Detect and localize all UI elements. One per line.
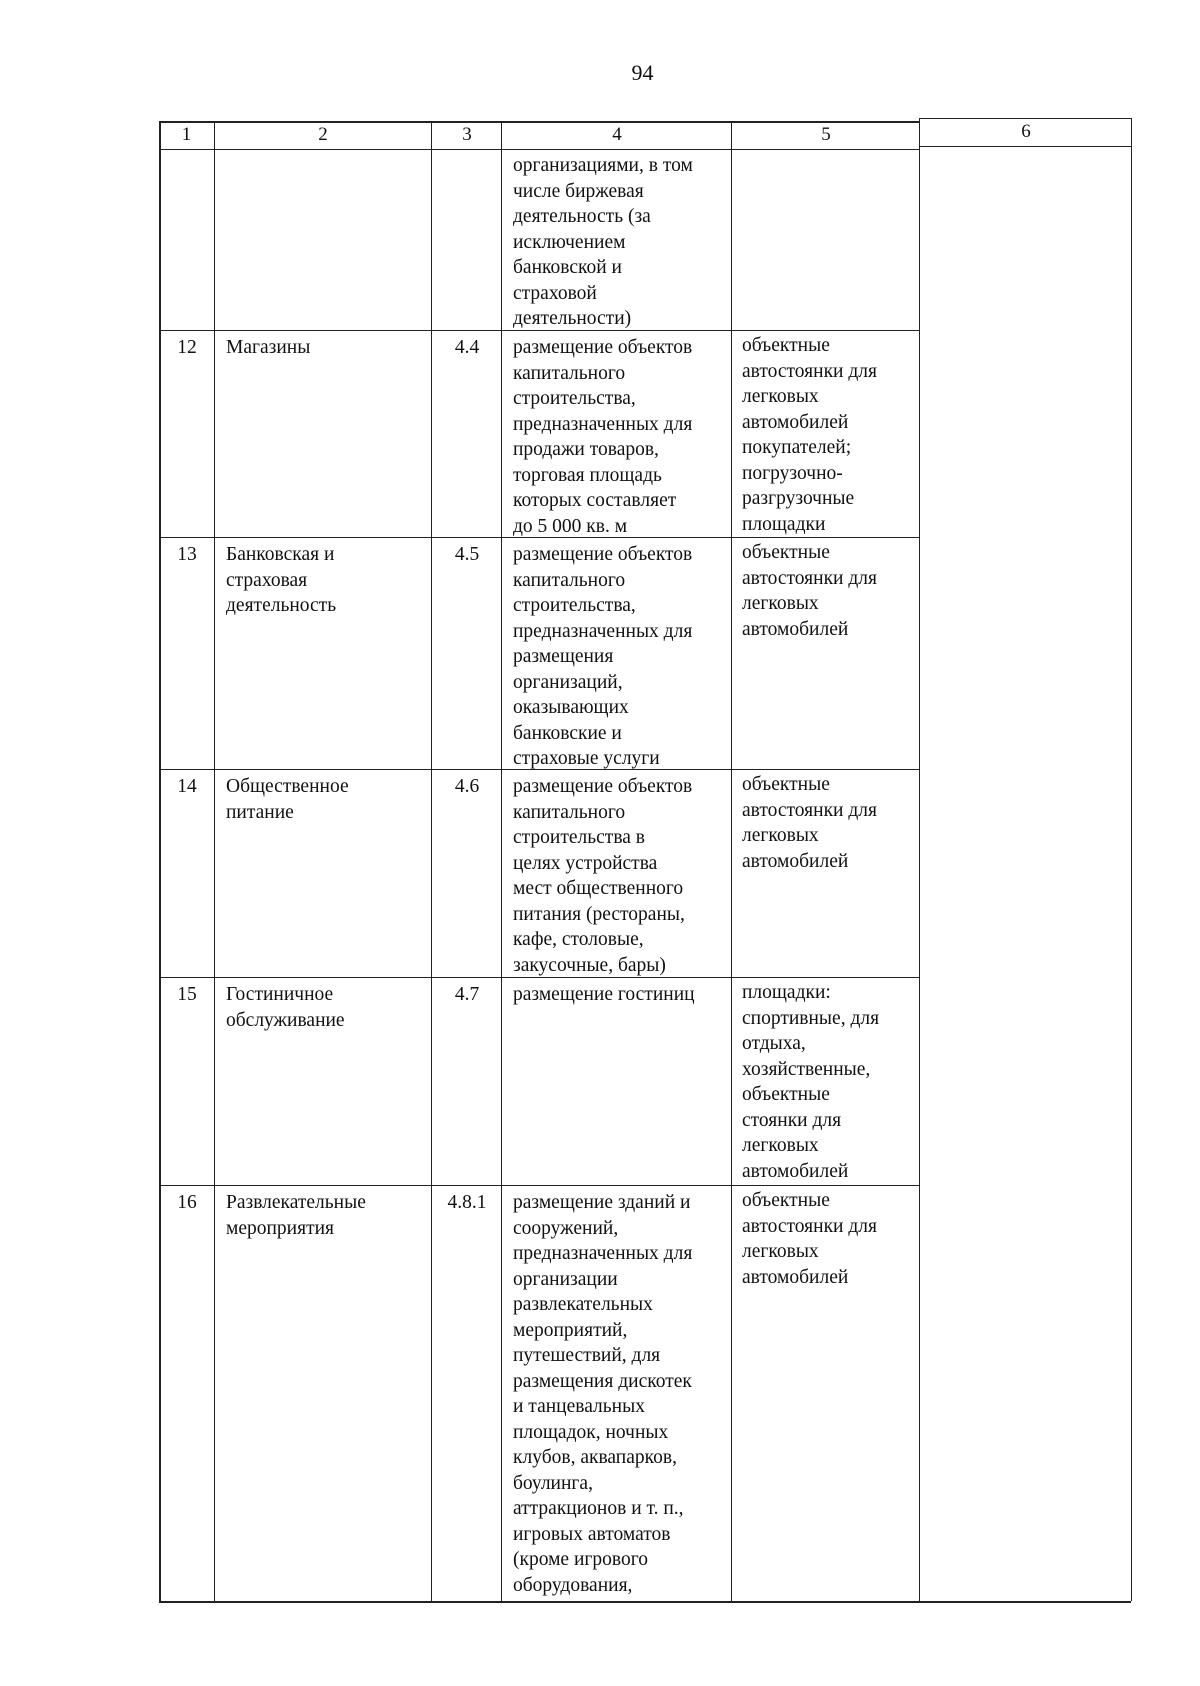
row-14-description: размещение объектов капитального строительства в целях устройства мест общественного питания (рестораны, кафе, столовые, закусочные, бары) [513,776,693,976]
row-16-auxiliary: объектные автостоянки для легковых автомобилей [742,1190,877,1288]
row-16-code: 4.8.1 [447,1192,487,1213]
row-13-code: 4.5 [454,544,480,565]
column-header-6: 6 [1021,121,1031,142]
table-border-right [1131,118,1132,1601]
row-13-number: 13 [177,544,197,565]
row-12-code: 4.4 [454,337,480,358]
table-border-bottom [159,1601,1131,1603]
column-separator [919,118,920,1601]
table-border-top [919,118,1131,119]
header-separator [919,146,1131,147]
row-12-description: размещение объектов капитального строительства, предназначенных для продажи товаров, торговая площадь которых составляет до 5 000 кв. м [513,337,693,537]
column-separator [214,121,215,1601]
row-12-number: 12 [177,337,197,358]
row-13-name: Банковская и страховая деятельность [226,544,337,616]
row-15-number: 15 [177,984,197,1005]
row-16-description: размещение зданий и сооружений, предназначенных для организации развлекательных мероприятий, путешествий, для размещения дискотек и танцевальных площадок, ночных клубов, аквапарков, боулинга, аттракционов и т. п., игровых автоматов (кроме игрового оборудования, [513,1192,693,1596]
row-0-description: организациями, в том числе биржевая деятельность (за исключением банковской и страховой деятельности) [513,155,693,329]
row-12-name: Магазины [226,337,311,358]
row-15-auxiliary: площадки: спортивные, для отдыха, хозяйственные, объектные стоянки для легковых автомобилей [742,982,880,1182]
row-15-description: размещение гостиниц [513,984,695,1005]
row-13-description: размещение объектов капитального строительства, предназначенных для размещения организаций, оказывающих банковские и страховые услуги [513,544,693,769]
page-number: 94 [631,60,654,85]
row-14-auxiliary: объектные автостоянки для легковых автомобилей [742,774,877,872]
row-14-number: 14 [177,776,197,797]
table-border-top [159,121,919,123]
column-header-1: 1 [181,124,192,145]
column-header-3: 3 [462,124,472,145]
row-16-number: 16 [177,1192,197,1213]
row-12-auxiliary: объектные автостоянки для легковых автомобилей покупателей; погрузочно- разгрузочные площадки [742,335,877,535]
column-separator [731,121,732,1601]
row-16-name: Развлекательные мероприятия [226,1192,366,1239]
row-14-name: Общественное питание [226,776,349,823]
column-header-5: 5 [821,124,831,145]
row-15-name: Гостиничное обслуживание [226,984,345,1031]
row-15-code: 4.7 [454,984,480,1005]
column-header-2: 2 [318,124,328,145]
row-14-code: 4.6 [454,776,480,797]
column-header-4: 4 [612,124,622,145]
header-separator [159,149,919,150]
row-13-auxiliary: объектные автостоянки для легковых автомобилей [742,542,877,640]
